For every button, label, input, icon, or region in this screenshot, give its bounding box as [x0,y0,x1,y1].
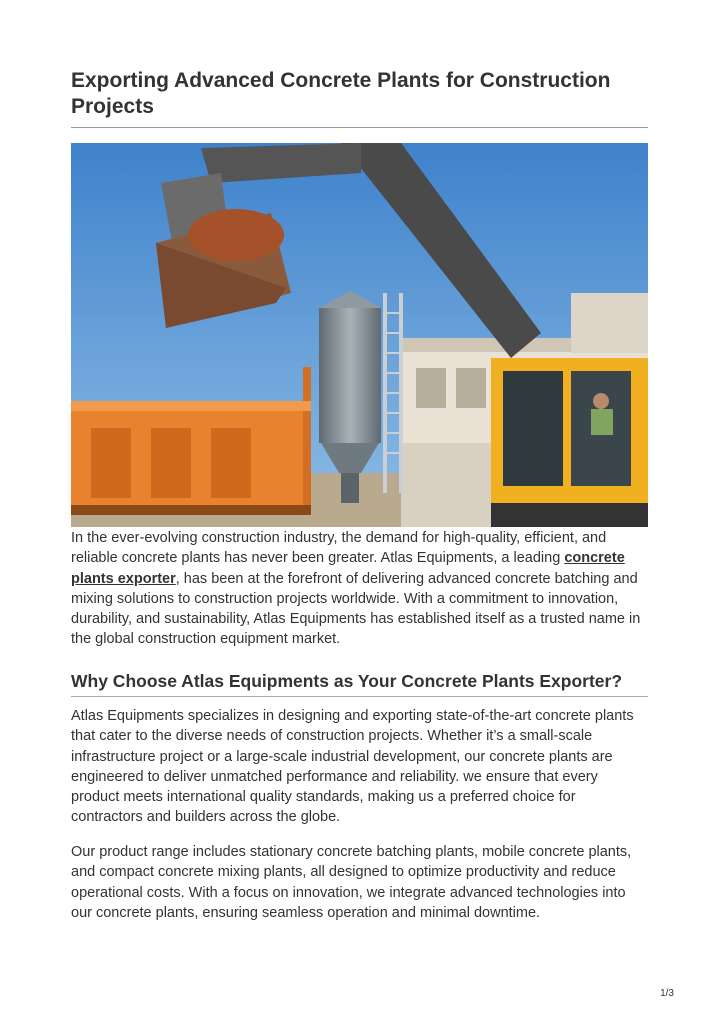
intro-text-after-link: , has been at the forefront of delivering advanced concrete batching and mixing solutions to construction projects worldwide. With a commitment to innovation, durability, and sustainability, Atlas Equipments has established itself as a trusted name in the global construction equipment market. [71,570,641,648]
section-divider [71,696,648,697]
intro-text-before-link: In the ever-evolving construction industry, the demand for high-quality, efficient, and reliable concrete plants has never been greater. Atlas Equipments, a leading [71,530,607,567]
section-heading: Why Choose Atlas Equipments as Your Concrete Plants Exporter? [71,671,623,691]
section-paragraph-1: Atlas Equipments specializes in designing and exporting state-of-the-art concrete plants that cater to the diverse needs of construction projects. Whether it’s a small-scale infrastructure project or a large-scale industrial development, our concrete plants are engineered to deliver unmatched performance and reliability. we ensure that every product meets international quality standards, making us a preferred choice for contractors and builders across the globe. [71,708,634,826]
concrete-plants-exporter-link[interactable]: concrete plants exporter [71,550,625,587]
page-title: Exporting Advanced Concrete Plants for Construction Projects [71,69,611,118]
title-divider [71,127,648,128]
construction-site-photo-icon [71,143,648,527]
intro-paragraph [71,528,648,650]
hero-image [71,143,648,527]
page-number: 1/3 [660,988,674,999]
section-paragraph-2: Our product range includes stationary concrete batching plants, mobile concrete plants, and compact concrete mixing plants, all designed to optimize productivity and reduce operational costs. With a focus on innovation, we integrate advanced technologies into our concrete plants, ensuring seamless operation and minimal downtime. [71,844,632,921]
